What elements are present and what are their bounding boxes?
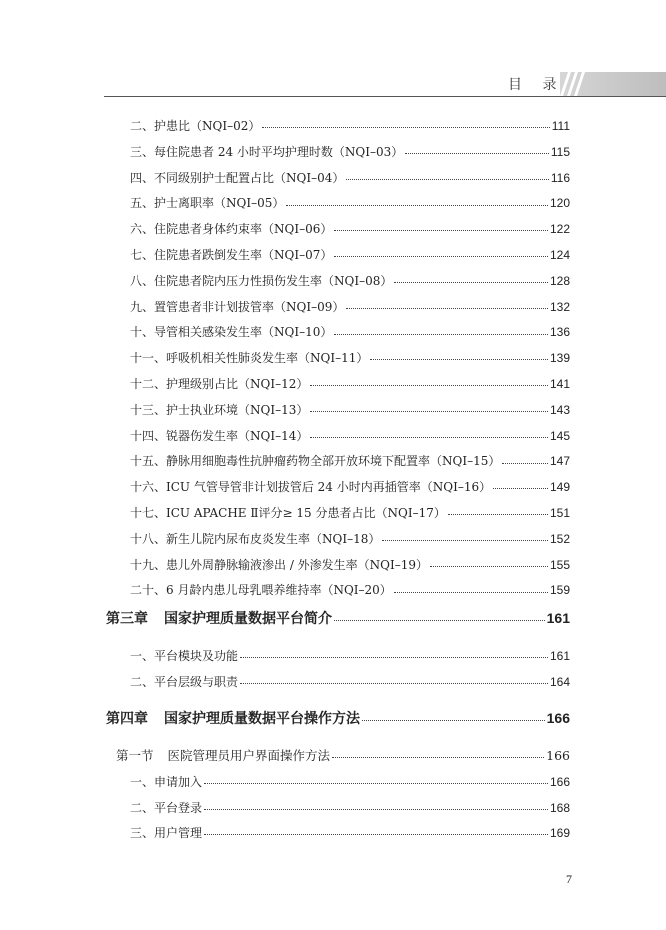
chapter-title: 国家护理质量数据平台操作方法 <box>164 711 360 727</box>
toc-item-title: 十四、锐器伤发生率（NQI–14） <box>130 428 309 443</box>
toc-item-title: 十八、新生儿院内尿布皮炎发生率（NQI–18） <box>130 531 381 546</box>
toc-item-page: 143 <box>549 402 570 417</box>
toc-item-title: 五、护士离职率（NQI–05） <box>130 196 285 211</box>
leader-dots <box>346 170 549 179</box>
leader-dots <box>394 274 548 283</box>
leader-dots <box>310 403 548 412</box>
toc-item-title: 二十、6 月龄内患儿母乳喂养维持率（NQI–20） <box>130 583 392 598</box>
chapter-label: 第三章 <box>106 611 148 627</box>
toc-item[interactable] <box>130 272 570 289</box>
leader-dots <box>502 454 548 463</box>
leader-dots <box>370 351 548 360</box>
toc-item[interactable] <box>130 169 570 186</box>
toc-item-page: 169 <box>549 826 570 840</box>
toc-item[interactable] <box>130 504 570 521</box>
toc-item-page: 128 <box>549 273 570 288</box>
leader-dots <box>204 826 548 835</box>
toc-item-page: 168 <box>549 800 570 815</box>
toc-item-page: 132 <box>549 299 570 314</box>
chapter-page: 161 <box>546 610 570 626</box>
leader-dots <box>240 649 548 658</box>
leader-dots <box>394 583 548 592</box>
leader-dots <box>262 119 549 128</box>
toc-item-title: 九、置管患者非计划拔管率（NQI–09） <box>130 299 345 314</box>
toc-item-page: 122 <box>549 222 570 237</box>
toc-item-page: 151 <box>549 506 570 520</box>
leader-dots <box>334 611 545 622</box>
chapter-page: 166 <box>546 710 570 726</box>
toc-item[interactable] <box>130 194 570 211</box>
toc-item-title: 二、平台登录 <box>130 800 203 815</box>
section-label: 第一节 <box>116 748 154 763</box>
toc-item[interactable] <box>130 220 570 237</box>
toc-item-page: 166 <box>549 775 570 789</box>
toc-item[interactable] <box>130 647 570 664</box>
toc-item-title: 十、导管相关感染发生率（NQI–10） <box>130 325 333 340</box>
toc-item[interactable] <box>130 401 570 418</box>
leader-dots <box>310 377 548 386</box>
toc-item-page: 164 <box>549 674 570 689</box>
toc-item-page: 159 <box>549 583 570 598</box>
toc-item-title: 十六、ICU 气管导管非计划拔管后 24 小时内再插管率（NQI–16） <box>130 480 492 495</box>
leader-dots <box>332 748 544 758</box>
leader-dots <box>362 711 545 722</box>
toc-item-title: 十二、护理级别占比（NQI–12） <box>130 377 309 391</box>
toc-item-title: 六、住院患者身体约束率（NQI–06） <box>130 222 333 237</box>
toc-item-page: 161 <box>549 649 570 663</box>
toc-item-title: 十五、静脉用细胞毒性抗肿瘤药物全部开放环境下配置率（NQI–15） <box>130 454 501 469</box>
leader-dots <box>448 506 548 515</box>
leader-dots <box>286 196 548 205</box>
toc-item-page: 155 <box>549 557 570 572</box>
page-number: 7 <box>566 872 572 886</box>
toc-item-title: 十一、呼吸机相关性肺炎发生率（NQI–11） <box>130 351 369 366</box>
toc-item[interactable] <box>130 323 570 340</box>
toc-item[interactable] <box>130 143 570 160</box>
leader-dots <box>334 248 548 257</box>
leader-dots <box>382 532 548 541</box>
toc-item-page: 116 <box>550 170 570 185</box>
section-title: 医院管理员用户界面操作方法 <box>167 748 331 763</box>
chapter-title: 国家护理质量数据平台简介 <box>164 611 332 627</box>
header-rule <box>104 96 666 97</box>
toc-item-title: 二、平台层级与职责 <box>130 674 239 689</box>
toc-item-page: 145 <box>549 428 570 443</box>
toc-item-title: 一、平台模块及功能 <box>130 649 239 663</box>
toc-item-page: 111 <box>551 119 570 133</box>
toc-item-page: 149 <box>549 480 570 495</box>
leader-dots <box>430 557 548 566</box>
leader-dots <box>204 800 548 809</box>
toc-item-title: 一、申请加入 <box>130 775 203 789</box>
leader-dots <box>493 480 548 489</box>
leader-dots <box>204 775 548 784</box>
leader-dots <box>334 222 548 231</box>
toc-section-1[interactable] <box>116 746 570 764</box>
toc-item-page: 136 <box>549 325 570 340</box>
toc-item-title: 十三、护士执业环境（NQI–13） <box>130 402 309 417</box>
toc-item-title: 三、每住院患者 24 小时平均护理时数（NQI–03） <box>130 144 404 159</box>
toc-item[interactable] <box>130 478 570 495</box>
toc-item[interactable] <box>130 673 570 690</box>
running-header-title: 目 录 <box>508 77 565 93</box>
toc-item-title: 四、不同级别护士配置占比（NQI–04） <box>130 170 345 185</box>
toc-chapter-4[interactable] <box>106 708 570 728</box>
toc-item[interactable] <box>130 375 570 392</box>
toc-item[interactable] <box>130 773 570 790</box>
toc-item[interactable] <box>130 824 570 841</box>
toc-item[interactable] <box>130 556 570 573</box>
toc-item[interactable] <box>130 246 570 263</box>
leader-dots <box>240 674 548 683</box>
toc-item-page: 124 <box>549 248 570 262</box>
toc-item-title: 八、住院患者院内压力性损伤发生率（NQI–08） <box>130 273 393 288</box>
toc-item-page: 120 <box>549 196 570 211</box>
section-page: 166 <box>546 748 570 763</box>
toc-item-page: 141 <box>549 377 570 391</box>
toc-chapter-3[interactable] <box>106 608 570 628</box>
toc-item[interactable] <box>130 799 570 816</box>
toc-item-page: 147 <box>549 454 570 469</box>
toc-item[interactable] <box>130 349 570 366</box>
toc-item[interactable] <box>130 452 570 469</box>
leader-dots <box>346 299 548 308</box>
toc-item[interactable] <box>130 427 570 444</box>
toc-item-page: 139 <box>549 351 570 366</box>
toc-item[interactable] <box>130 530 570 547</box>
leader-dots <box>334 325 548 334</box>
chapter-label: 第四章 <box>106 711 148 727</box>
toc-item[interactable] <box>130 581 570 598</box>
toc-item-title: 十七、ICU APACHE Ⅱ评分≥ 15 分患者占比（NQI–17） <box>130 506 446 520</box>
toc-item[interactable] <box>130 117 570 134</box>
toc-item-page: 115 <box>550 144 570 159</box>
toc-item[interactable] <box>130 298 570 315</box>
toc-item-title: 七、住院患者跌倒发生率（NQI–07） <box>130 248 333 262</box>
leader-dots <box>405 145 549 154</box>
toc-item-title: 十九、患儿外周静脉输液渗出 / 外渗发生率（NQI–19） <box>130 557 429 572</box>
toc-item-title: 三、用户管理 <box>130 826 203 840</box>
leader-dots <box>310 428 548 437</box>
toc-item-page: 152 <box>549 531 570 546</box>
toc-item-title: 二、护患比（NQI–02） <box>130 119 261 133</box>
